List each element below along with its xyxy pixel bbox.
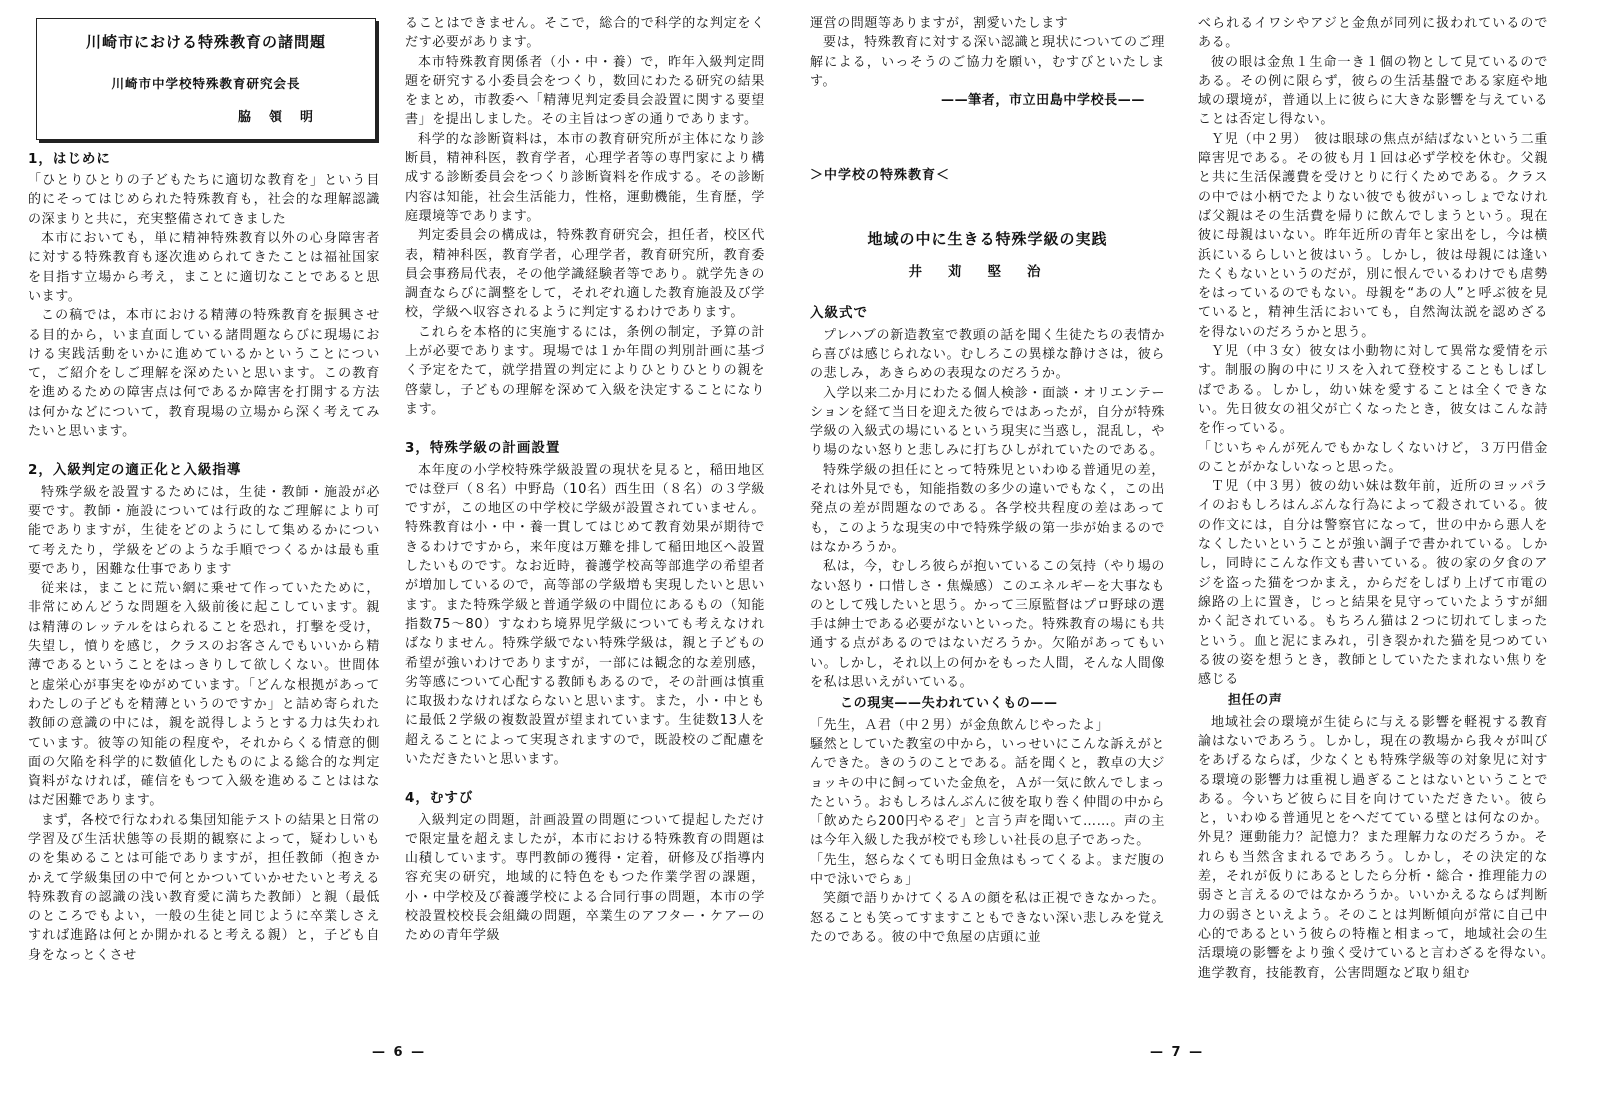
author-credit: ——筆者，市立田島中学校長——: [940, 93, 1145, 109]
column-body: [405, 14, 765, 946]
paragraph: 科学的な診断資料は，本市の教育研究所が主体になり診断員，精神科医，教育学者，心理学者等の専門家により構成する診断委員会をつくり診断資料を作成する。その診断内容は知能，社会生活能力，性格，運動機能，生育歴，学庭環境等であります。: [405, 131, 765, 224]
left-page-column-2: [405, 14, 765, 946]
author-name: 井苅堅治: [908, 264, 1067, 281]
paragraph: 要は，特殊教育に対する深い認識と現状についてのご理解による，いっそうのご協力を願い，むすびといたします。: [810, 35, 1165, 89]
section-heading: 2，入級判定の適正化と入級指導: [28, 462, 242, 479]
paragraph: 本市においても，単に精神特殊教育以外の心身障害者に対する特殊教育も逐次進められてきたことは福祉国家を目指す立場から考え，まことに適切なことであると思います。: [28, 231, 380, 304]
paragraph: 本市特殊教育関係者（小・中・養）で，昨年入級判定問題を研究する小委員会をつくり，数回にわたる研究の結果をまとめ，市教委へ「精薄児判定委員会設置に関する要望書」を提出しました。その主旨はつぎの通りであります。: [405, 54, 765, 128]
article-title: 川崎市における特殊教育の諸問題: [85, 33, 326, 51]
paragraph: 運営の問題等ありますが，割愛いたします: [810, 16, 1069, 31]
column-body: [810, 14, 1165, 91]
paragraph: Ｙ児（中３女）彼女は小動物に対して異常な愛情を示す。制服の胸の中にリスを入れて登校することもしばしばである。しかし，幼い妹を愛することは全くできない。先日彼女の祖父が亡くなったとき，彼女はこんな詩を作っている。: [1198, 344, 1548, 437]
right-page-column-2: [1198, 14, 1562, 983]
paragraph: 「先生，怒らなくても明日金魚はもってくるよ。まだ腹の中で泳いでらぁ」: [810, 852, 1165, 887]
page-number-left: — 6 —: [372, 1045, 427, 1060]
paragraph: 特殊学級の担任にとって特殊児といわゆる普通児の差，それは外見でも，知能指数の多少の違いでもなく，この出発点の差が問題なのである。各学校共程度の差はあっても，このような現実の中で特殊学級の第一歩が始まるのではなかろうか。: [810, 462, 1165, 555]
article-title: 地域の中に生きる特殊学級の実践: [867, 229, 1108, 248]
paragraph: プレハブの新造教室で教頭の話を聞く生徒たちの表情から喜びは感じられない。むしろこの異様な静けさは，彼らの悲しみ，あきらめの表現なのだろうか。: [810, 327, 1165, 382]
section-gap: [28, 441, 380, 455]
page-number-right: — 7 —: [1150, 1045, 1205, 1060]
paragraph: 本年度の小学校特殊学級設置の現状を見ると，稲田地区では登戸（８名）中野島（10名）西生田（８名）の３学級ですが，この地区の中学校に学級が設置されていません。特殊教育は小・中・養一貫してはじめて教育効果が期待できるわけですから，来年度は万難を排して稲田地区へ設置したいものです。なお近時，養護学校高等部進学の希望者が増加しているので，高等部の学級増も実現したいと思います。また特殊学級と普通学級の中間位にあるもの（知能指数75～80）すなわち境界児学級についても考えなければなりません。特殊学級でない特殊学級は，親と子どもの希望が強いわけでありますが，一部には観念的な差別感，劣等感について心配する教師もあるので，その計画は慎重に取扱わなければならないと思います。また，小・中ともに最低２学級の複数設置が望まれています。生徒数13人を超えることによって実現されますので，既設校のご配慮をいただきたいと思います。: [405, 462, 765, 767]
paragraph: 入学以来二か月にわたる個人検診・面談・オリエンテーションを経て当日を迎えた彼らではあったが，自分が特殊学級の入級式の場にいるという現実に当惑し，混乱し，やり場のない怒りと悲しみに打ちひしがれていたのである。: [810, 385, 1165, 459]
paragraph: 笑顔で語りかけてくるＡの顔を私は正視できなかった。怒ることも笑ってすますこともできない深い悲しみを覚えたのである。彼の中で魚屋の店頭に並: [810, 891, 1165, 945]
section-heading: 1，はじめに: [28, 150, 111, 167]
paragraph: 地域社会の環境が生徒らに与える影響を軽視する教育論はないであろう。しかし，現在の教場から我々が叫びをあげるならば，少なくとも特殊学級等の対象児に対する環境の影響力は重視し過ぎることはないということである。今いちど彼らに目を向けていただきたい。彼らと，いわゆる普通児とをへだてている壁とは何なのか。外見？運動能力？記憶力？また理解力なのだろうか。それらも当然含まれるであろう。しかし，その決定的な差，それが仮りにあるとしたら分析・総合・推理能力の弱さと言えるのではなかろうか。いいかえるならば判断力の弱さといえよう。そのことは判断傾向が常に自己中心的であるという彼らの特権と相まって，地域社会の生活環境の影響をより強く受けていると言わざるを得ない。 進学教育，技能教育，公害問題など取り組む: [1198, 714, 1562, 981]
paragraph: これらを本格的に実施するには，条例の制定，予算の計上が必要であります。現場では１か年間の判別計画に基づく予定をたて，就学措置の判定によりひとりひとりの親を啓蒙し，子どもの理解を深めて入級を決定することになります。: [405, 324, 765, 417]
author-organization: 川崎市中学校特殊教育研究会長: [111, 76, 301, 92]
paragraph: ることはできません。そこで，総合的で科学的な判定をくだす必要があります。: [405, 16, 765, 51]
paragraph: 騒然としていた教室の中から，いっせいにこんな訴えがとんできた。きのうのことである。話を聞くと，教卓の大ジョッキの中に飼っていた金魚を，Ａが一気に飲んでしまったという。おもしろはんぶんに彼を取り巻く仲間の中から「飲めたら200円やるぞ」と言う声を聞いて……。声の主は今年入級した我が校でも珍しい社長の息子であった。: [810, 736, 1165, 849]
paragraph: 従来は，まことに荒い網に乗せて作っていたために，非常にめんどうな問題を入級前後に起こしています。親は精薄のレッテルをはられることを恐れ，打撃を受け，失望し，憤りを感じ，クラスのお客さんでもいいから精薄であるということをはっきりして欲しくない。世間体と虚栄心が事実をゆがめています。「どんな根拠があってわたしの子どもを精薄というのですか」と詰め寄られた教師の意識の中には，親を説得しようとする力は失われています。彼等の知能の程度や，それからくる情意的側面の欠陥を科学的に数値化したものによる総合的な判定資料がなければ，確信をもつて入級を進めることははなはだ困難であります。: [28, 581, 380, 809]
column-body: [1198, 14, 1562, 983]
paragraph: この稿では，本市における精薄の特殊教育を振興させる目的から，いま直面している諸問題ならびに現場における実践活動をいかに進めているかということについて，ご紹介をしご理解を深めたいと思います。この教育を進めるための障害点は何であるか障害を打開する方法は何かなどについて，教育現場の立場から深く考えてみたいと思います。: [28, 308, 380, 440]
section-gap: [405, 769, 765, 783]
subsection-heading: この現実——失われていくもの——: [840, 696, 1058, 712]
paragraph: 判定委員会の構成は，特殊教育研究会，担任者，校区代表，精神科医，教育学者，心理学者，教育研究所，教育委員会事務局代表，その他学識経験者等であり。就学先きの調査ならびに調整をして，それぞれ適した教育施設及び学校，学級へ収容されるように判定するわけであります。: [405, 228, 765, 321]
section-heading: 3，特殊学級の計画設置: [405, 440, 561, 457]
section-heading: 4，むすび: [405, 790, 474, 807]
paragraph: べられるイワシやアジと金魚が同列に扱われているのである。: [1198, 16, 1548, 51]
section-gap: [405, 419, 765, 433]
paragraph: 私は，今，むしろ彼らが抱いているこの気持（やり場のない怒り・口惜しさ・焦燥感）このエネルギーを大事なものとして残したいと思う。かって三原監督はプロ野球の選手は紳士である必要がないといった。特殊教育の場にも共通する点があるのではないだろうか。欠陥があってもいい。しかし，それ以上の何かをもった人間，そんな人間像を私は思いえがいている。: [810, 559, 1165, 691]
author-name: 脇領明: [237, 109, 331, 125]
paragraph: 「じいちゃんが死んでもかなしくないけど，３万円借金のことがかなしいなっと思った。: [1198, 440, 1548, 475]
section-heading: 入級式で: [810, 305, 868, 322]
paragraph: Ｙ児（中２男） 彼は眼球の焦点が結ばないという二重障害児である。その彼も月１回は必ず学校を休む。父親と共に生活保護費を受けとりに行くためである。クラスの中では小柄でたよりない彼でも彼がいっしょでなければ父親はその生活費を帰りに飲んでしまうという。現在彼に母親はいない。昨年近所の青年と家出をし，今は横浜にいるらしいと彼はいう。しかし，彼は母親には逢いたくもないというのだが，別に恨んでいるわけでも虐勢をはっているのでもない。母親を“あの人”と呼ぶ彼を見ていると，精神生活においても，自然淘汰説を認めざるを得ないのだろうかと思う。: [1198, 131, 1548, 340]
series-heading: ＞中学校の特殊教育＜: [810, 168, 951, 184]
paragraph: 「先生，Ａ君（中２男）が金魚飲んじやったよ」: [810, 717, 1110, 733]
column-body: [28, 150, 380, 965]
paragraph: 入級判定の問題，計画設置の問題について提起しただけで限定量を超えましたが，本市における特殊教育の問題は山積しています。専門教師の獲得・定着，研修及び指導内容充実の研究，地域的に特色をもつた作業学習の課題，小・中学校及び養護学校による合同行事の問題，本市の学校設置校校長会組織の問題，卒業生のアフター・ケアーのための青年学級: [405, 812, 765, 944]
paragraph: 特殊学級を設置するためには，生徒・教師・施設が必要です。教師・施設については行政的なご理解により可能でありますが，生徒をどのようにして集めるかについて考えたり，学級をどのような手順でつくるかは最も重要であり，困難な仕事であります: [28, 484, 380, 577]
left-page-column-1: [28, 14, 380, 965]
right-page-column-1: [810, 14, 1165, 947]
article-title-box: [36, 18, 376, 140]
subsection-heading: 担任の声: [1228, 693, 1283, 709]
paragraph: 彼の眼は金魚１生命一き１個の物として見ているのである。その例に限らず，彼らの生活基盤である家庭や地域の環境が，普通以上に彼らに大きな影響を与えていることは否定し得ない。: [1198, 54, 1548, 128]
column-body: [810, 304, 1165, 947]
paragraph: 「ひとりひとりの子どもたちに適切な教育を」という目的にそってはじめられた特殊教育も，社会的な理解認識の深まりと共に，充実整備されてきました: [28, 173, 380, 227]
paragraph: Ｔ児（中３男）彼の幼い妹は数年前，近所のヨッパライのおもしろはんぶんな行為によって殺されている。彼の作文には，自分は警察官になって，世の中から悪人をなくしたいということが強い調子で書かれている。しかし，同時にこんな作文も書いている。彼の家の夕食のアジを盗った猫をつかまえ，からだをしばり上げて市電の線路の上に置き，じっと結果を見守っていたようすが細かく記されている。もちろん猫は２つに切れてしまったという。血と泥にまみれ，引き裂かれた猫を見つめている彼の姿を想うとき，教師としていたたまれない焦りを感じる: [1198, 479, 1548, 688]
paragraph: まず，各校で行なわれる集団知能テストの結果と日常の学習及び生活状態等の長期的観察によって，疑わしいものを集めることは可能でありますが，担任教師（抱きかかえて学級集団の中で何とかついていかせたいと考える特殊教育の認識の浅い教育愛に満ちた教師）と親（最低のところでもよい，一般の生徒と同じように卒業しさえすれば進路は何とか開かれると考える親）と，子ども自身をなっとくさせ: [28, 812, 380, 963]
